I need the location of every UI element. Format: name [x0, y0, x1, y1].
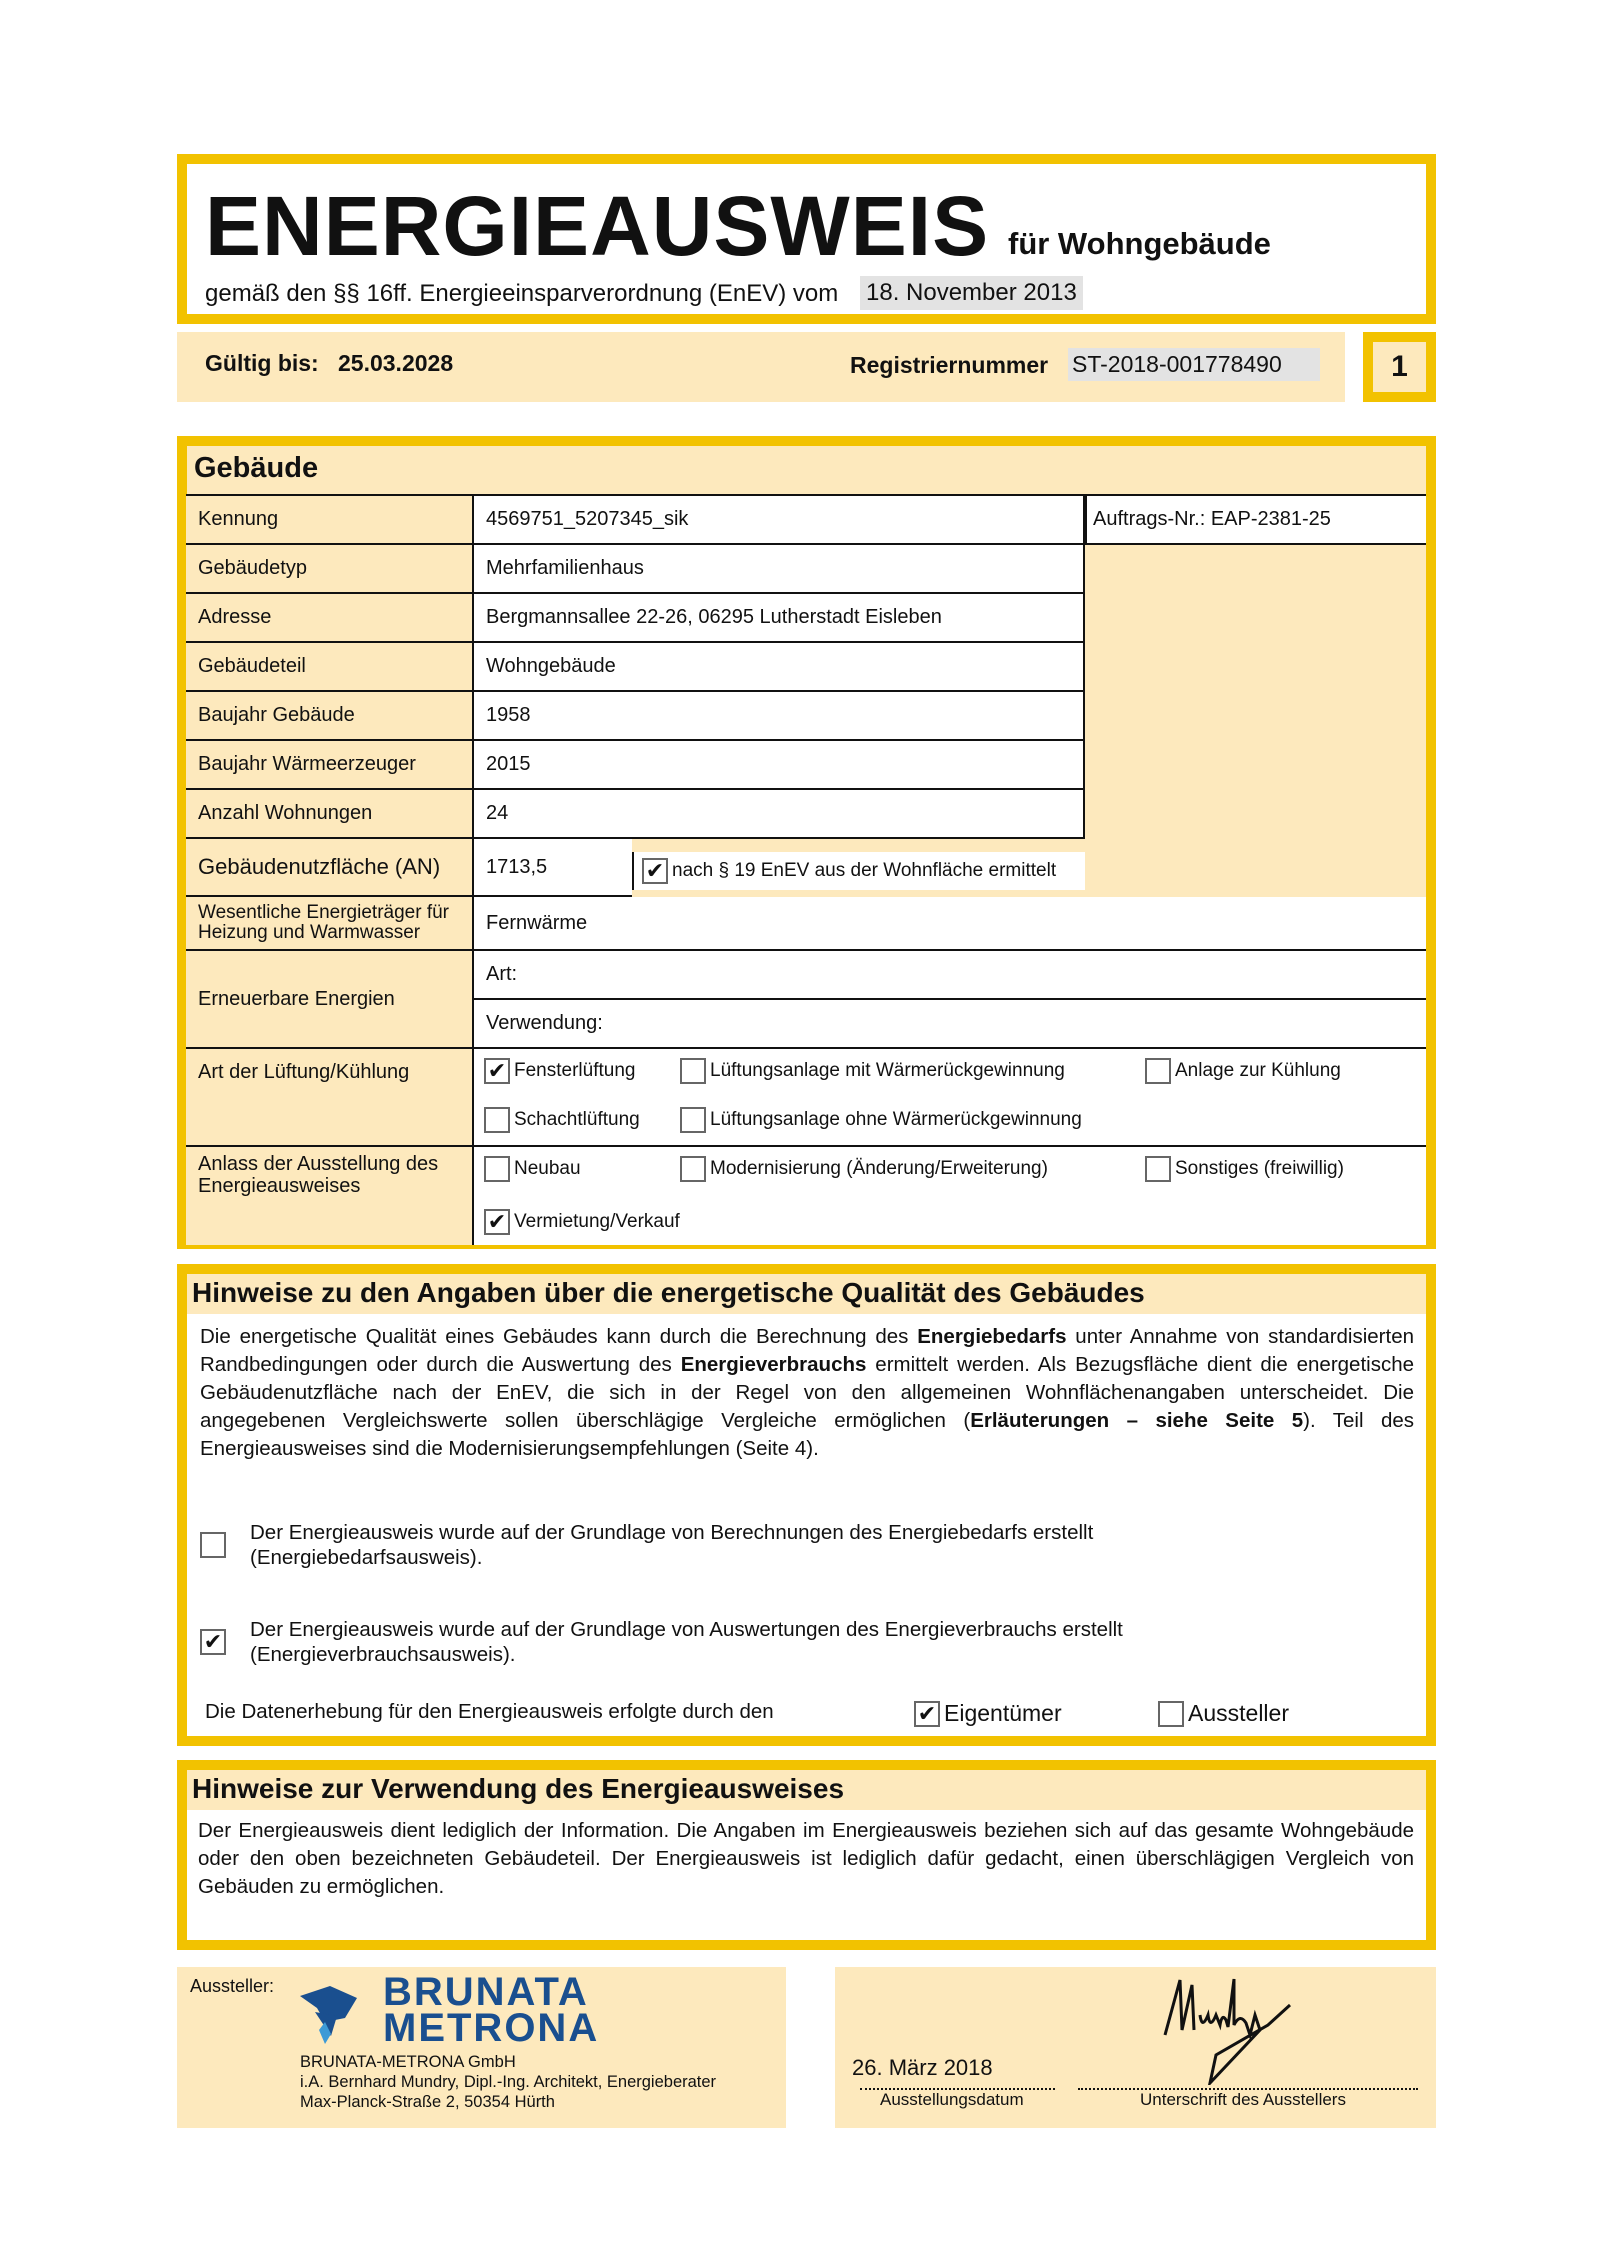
option-consumption[interactable]: ✔ Der Energieausweis wurde auf der Grundlage von Auswertungen des Energieverbrauchs erstellt (Energieverbrauchsausweis). — [200, 1617, 1200, 1667]
page-number: 1 — [1363, 332, 1436, 402]
checkbox[interactable] — [680, 1058, 706, 1084]
checkbox[interactable] — [484, 1107, 510, 1133]
ventilation-option[interactable] — [1145, 1058, 1341, 1084]
option-label: Anlage zur Kühlung — [1175, 1060, 1341, 1081]
row-value: 4569751_5207345_sik — [474, 496, 1085, 545]
checkbox[interactable] — [1145, 1058, 1171, 1084]
occasion-label: Anlass der Ausstellung des Energieausweises — [186, 1147, 474, 1245]
checkbox-area[interactable]: ✔ — [642, 858, 668, 884]
ventilation-option[interactable] — [680, 1107, 1082, 1133]
row-label: Gebäudenutzfläche (AN) — [186, 839, 474, 897]
row-value: Mehrfamilienhaus — [474, 545, 1085, 594]
usage-text: Der Energieausweis dient lediglich der Information. Die Angaben im Energieausweis beziehen sich auf das gesamte Wohngebäude oder den oben bezeichneten Gebäudeteil. Der Energieausweis ist lediglich dafür gedacht, einen überschlägigen Vergleich von Gebäuden zu ermöglichen. — [198, 1819, 1414, 1898]
row-label: Gebäudetyp — [186, 545, 474, 594]
brunata-logo: BRUNATA METRONA — [383, 1970, 600, 2050]
order-number: Auftrags-Nr.: EAP-2381-25 — [1085, 496, 1426, 545]
option-label: Vermietung/Verkauf — [514, 1211, 680, 1232]
ventilation-option[interactable] — [680, 1058, 1065, 1084]
row-value: 1958 — [474, 692, 1085, 741]
row-label: Anzahl Wohnungen — [186, 790, 474, 839]
row-value: Fernwärme — [474, 897, 1426, 951]
signature-icon — [1160, 1975, 1340, 2085]
row-label: Gebäudeteil — [186, 643, 474, 692]
ventilation-label: Art der Lüftung/Kühlung — [186, 1049, 474, 1147]
checkbox[interactable] — [680, 1156, 706, 1182]
checkbox-demand[interactable] — [200, 1532, 226, 1558]
checkbox[interactable]: ✔ — [484, 1209, 510, 1235]
row-value: Art: — [474, 951, 1426, 1000]
row-value: 2015 — [474, 741, 1085, 790]
legal-basis: gemäß den §§ 16ff. Energieeinsparverordnung (EnEV) vom — [205, 280, 839, 307]
checkbox-issuer[interactable] — [1158, 1701, 1184, 1727]
row-label: Adresse — [186, 594, 474, 643]
option-label: Sonstiges (freiwillig) — [1175, 1158, 1344, 1179]
row-label: Wesentliche Energieträger für Heizung und Warmwasser — [186, 897, 474, 951]
document-title: ENERGIEAUSWEIS — [205, 179, 990, 273]
ventilation-option[interactable] — [484, 1107, 640, 1133]
collection-label: Die Datenerhebung für den Energieausweis erfolgte durch den — [205, 1700, 774, 1723]
row-value: 24 — [474, 790, 1085, 839]
row-value: Verwendung: — [474, 1000, 1426, 1049]
occasion-option[interactable] — [484, 1156, 581, 1182]
option-label: Lüftungsanlage ohne Wärmerückgewinnung — [710, 1109, 1082, 1130]
valid-until-label: Gültig bis: — [205, 350, 319, 376]
issue-date: 26. März 2018 — [852, 2055, 993, 2080]
checkbox[interactable] — [680, 1107, 706, 1133]
option-issuer[interactable]: Aussteller — [1158, 1700, 1289, 1727]
notes-text: Die energetische Qualität eines Gebäudes kann durch die Berechnung des Energiebedarfs unter Annahme von standardisierten Randbedingungen oder durch die Auswertung des Energieverbrauchs ermittelt werden. Als Bezugsfläche dient die energetische Gebäudenutzfläche nach der EnEV, die sich in der Regel von den allgemeinen Wohnflächenangaben unterscheidet. Die angegebenen Vergleichswerte sollen überschlägige Vergleiche ermöglichen (Erläuterungen – siehe Seite 5). Teil des Energieausweises sind die Modernisierungsempfehlungen (Seite 4). — [200, 1325, 1415, 1460]
option-label: Fensterlüftung — [514, 1060, 636, 1081]
registration-label: Registriernummer — [850, 352, 1049, 378]
checkbox[interactable] — [484, 1156, 510, 1182]
brunata-logo-icon — [295, 1978, 365, 2050]
issue-date-label: Ausstellungsdatum — [880, 2090, 1024, 2109]
checkbox[interactable] — [1145, 1156, 1171, 1182]
option-label: Neubau — [514, 1158, 581, 1179]
ventilation-option[interactable] — [484, 1058, 635, 1084]
option-owner[interactable]: ✔ Eigentümer — [914, 1700, 1062, 1727]
enev-date: 18. November 2013 — [860, 276, 1083, 310]
row-label: Erneuerbare Energien — [186, 951, 474, 1049]
area-option[interactable] — [632, 852, 1085, 890]
issuer-details: BRUNATA-METRONA GmbH i.A. Bernhard Mundry, Dipl.-Ing. Architekt, Energieberater Max-Planck-Straße 2, 50354 Hürth — [300, 2053, 717, 2111]
notes-title: Hinweise zu den Angaben über die energetische Qualität des Gebäudes — [192, 1277, 1145, 1308]
signature-label: Unterschrift des Ausstellers — [1140, 2090, 1346, 2109]
row-value: 1713,5 — [474, 839, 632, 897]
option-demand[interactable]: Der Energieausweis wurde auf der Grundlage von Berechnungen des Energiebedarfs erstellt (Energiebedarfsausweis). — [200, 1520, 1200, 1570]
valid-until-date: 25.03.2028 — [338, 350, 454, 376]
checkbox-owner[interactable]: ✔ — [914, 1701, 940, 1727]
checkbox-consumption[interactable]: ✔ — [200, 1629, 226, 1655]
row-value: Wohngebäude — [474, 643, 1085, 692]
row-label: Kennung — [186, 496, 474, 545]
occasion-option[interactable] — [1145, 1156, 1344, 1182]
checkbox[interactable]: ✔ — [484, 1058, 510, 1084]
row-label: Baujahr Gebäude — [186, 692, 474, 741]
row-value: Bergmannsallee 22-26, 06295 Lutherstadt Eisleben — [474, 594, 1085, 643]
registration-number: ST-2018-001778490 — [1068, 348, 1320, 381]
usage-title: Hinweise zur Verwendung des Energieausweises — [192, 1773, 845, 1804]
building-title: Gebäude — [194, 452, 319, 484]
option-label: Schachtlüftung — [514, 1109, 640, 1130]
occasion-option[interactable] — [484, 1209, 680, 1235]
document-subtitle: für Wohngebäude — [1008, 226, 1271, 261]
row-label: Baujahr Wärmeerzeuger — [186, 741, 474, 790]
option-label: Modernisierung (Änderung/Erweiterung) — [710, 1158, 1048, 1179]
occasion-option[interactable] — [680, 1156, 1048, 1182]
option-label: Lüftungsanlage mit Wärmerückgewinnung — [710, 1060, 1065, 1081]
area-option-label: nach § 19 EnEV aus der Wohnfläche ermittelt — [672, 860, 1057, 881]
issuer-label: Aussteller: — [190, 1976, 275, 1996]
